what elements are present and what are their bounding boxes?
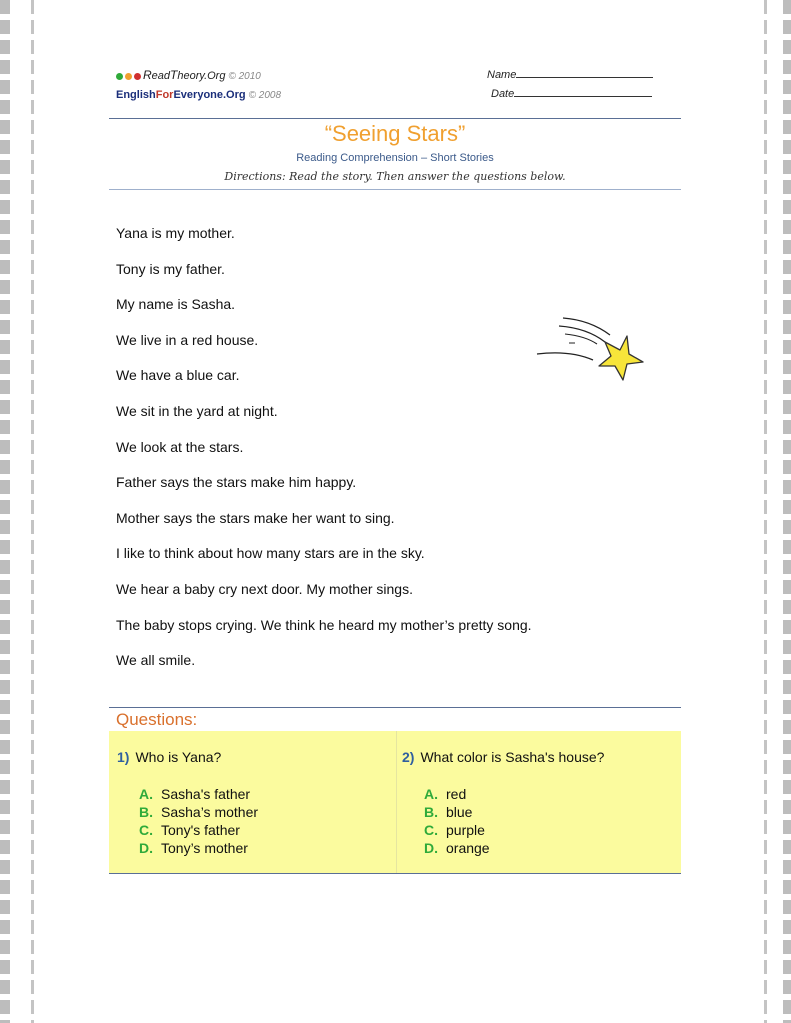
question-2: 2) What color is Sasha's house? A. red B. blue C. purple D. orange — [402, 749, 605, 856]
page-title: “Seeing Stars” — [324, 121, 466, 146]
page-subtitle: Reading Comprehension – Short Stories — [296, 152, 494, 164]
questions-top-rule — [109, 707, 681, 708]
title-top-rule — [109, 118, 681, 119]
question-text: What color is Sasha's house? — [420, 749, 605, 765]
name-date-fields — [487, 66, 653, 104]
header-brand — [116, 66, 281, 105]
story-line: We all smile. — [116, 652, 196, 669]
question-1: 1) Who is Yana? A. Sasha's father B. Sasha’s mother C. Tony's father D. Tony’s mother — [117, 749, 259, 856]
orange-dot-icon — [125, 73, 132, 80]
englishforeveryone-brand: EnglishForEveryone.Org © 2008 — [116, 89, 282, 101]
story-line: I like to think about how many stars are in the sky. — [116, 545, 425, 562]
story-line: We have a blue car. — [116, 367, 240, 384]
questions-heading: Questions: — [116, 710, 198, 729]
green-dot-icon — [116, 73, 123, 80]
binder-margin-right — [783, 0, 791, 1023]
story-line: We live in a red house. — [116, 331, 259, 348]
binder-margin-line-right — [764, 0, 767, 1023]
story-line: My name is Sasha. — [116, 296, 236, 313]
story-line: We sit in the yard at night. — [116, 402, 278, 419]
binder-margin-left — [0, 0, 10, 1023]
answer-option[interactable]: B. blue — [424, 804, 473, 820]
question-text: Who is Yana? — [135, 749, 222, 765]
answer-option[interactable]: D. orange — [424, 840, 490, 856]
date-field[interactable]: Date — [491, 85, 653, 104]
story-line: We look at the stars. — [116, 438, 244, 455]
red-dot-icon — [134, 73, 141, 80]
story-line: Mother says the stars make her want to sing. — [116, 509, 395, 526]
answer-option[interactable]: C. Tony's father — [139, 822, 240, 838]
story-line: We hear a baby cry next door. My mother sings. — [116, 580, 413, 597]
efe-copyright: © 2008 — [248, 90, 282, 101]
answer-option[interactable]: A. Sasha's father — [139, 786, 251, 802]
story-line: Tony is my father. — [116, 260, 225, 277]
questions-bottom-rule — [109, 873, 681, 874]
binder-margin-line — [31, 0, 34, 1023]
answer-option[interactable]: B. Sasha’s mother — [139, 804, 259, 820]
story-line: The baby stops crying. We think he heard my mother’s pretty song. — [116, 616, 532, 633]
readtheory-copyright: © 2010 — [228, 71, 261, 82]
story-line: Father says the stars make him happy. — [116, 474, 357, 491]
title-bottom-rule — [109, 189, 681, 190]
answer-option[interactable]: D. Tony’s mother — [139, 840, 248, 856]
directions: Directions: Read the story. Then answer the questions below. — [224, 170, 566, 183]
shooting-star-icon — [535, 310, 645, 390]
readtheory-name: ReadTheory.Org — [143, 68, 226, 82]
answer-option[interactable]: A. red — [424, 786, 467, 802]
story-text — [116, 224, 532, 687]
name-field[interactable]: Name — [487, 66, 653, 85]
questions-box — [109, 731, 681, 873]
readtheory-brand — [116, 66, 281, 86]
story-line: Yana is my mother. — [116, 225, 235, 241]
answer-option[interactable]: C. purple — [424, 822, 485, 838]
